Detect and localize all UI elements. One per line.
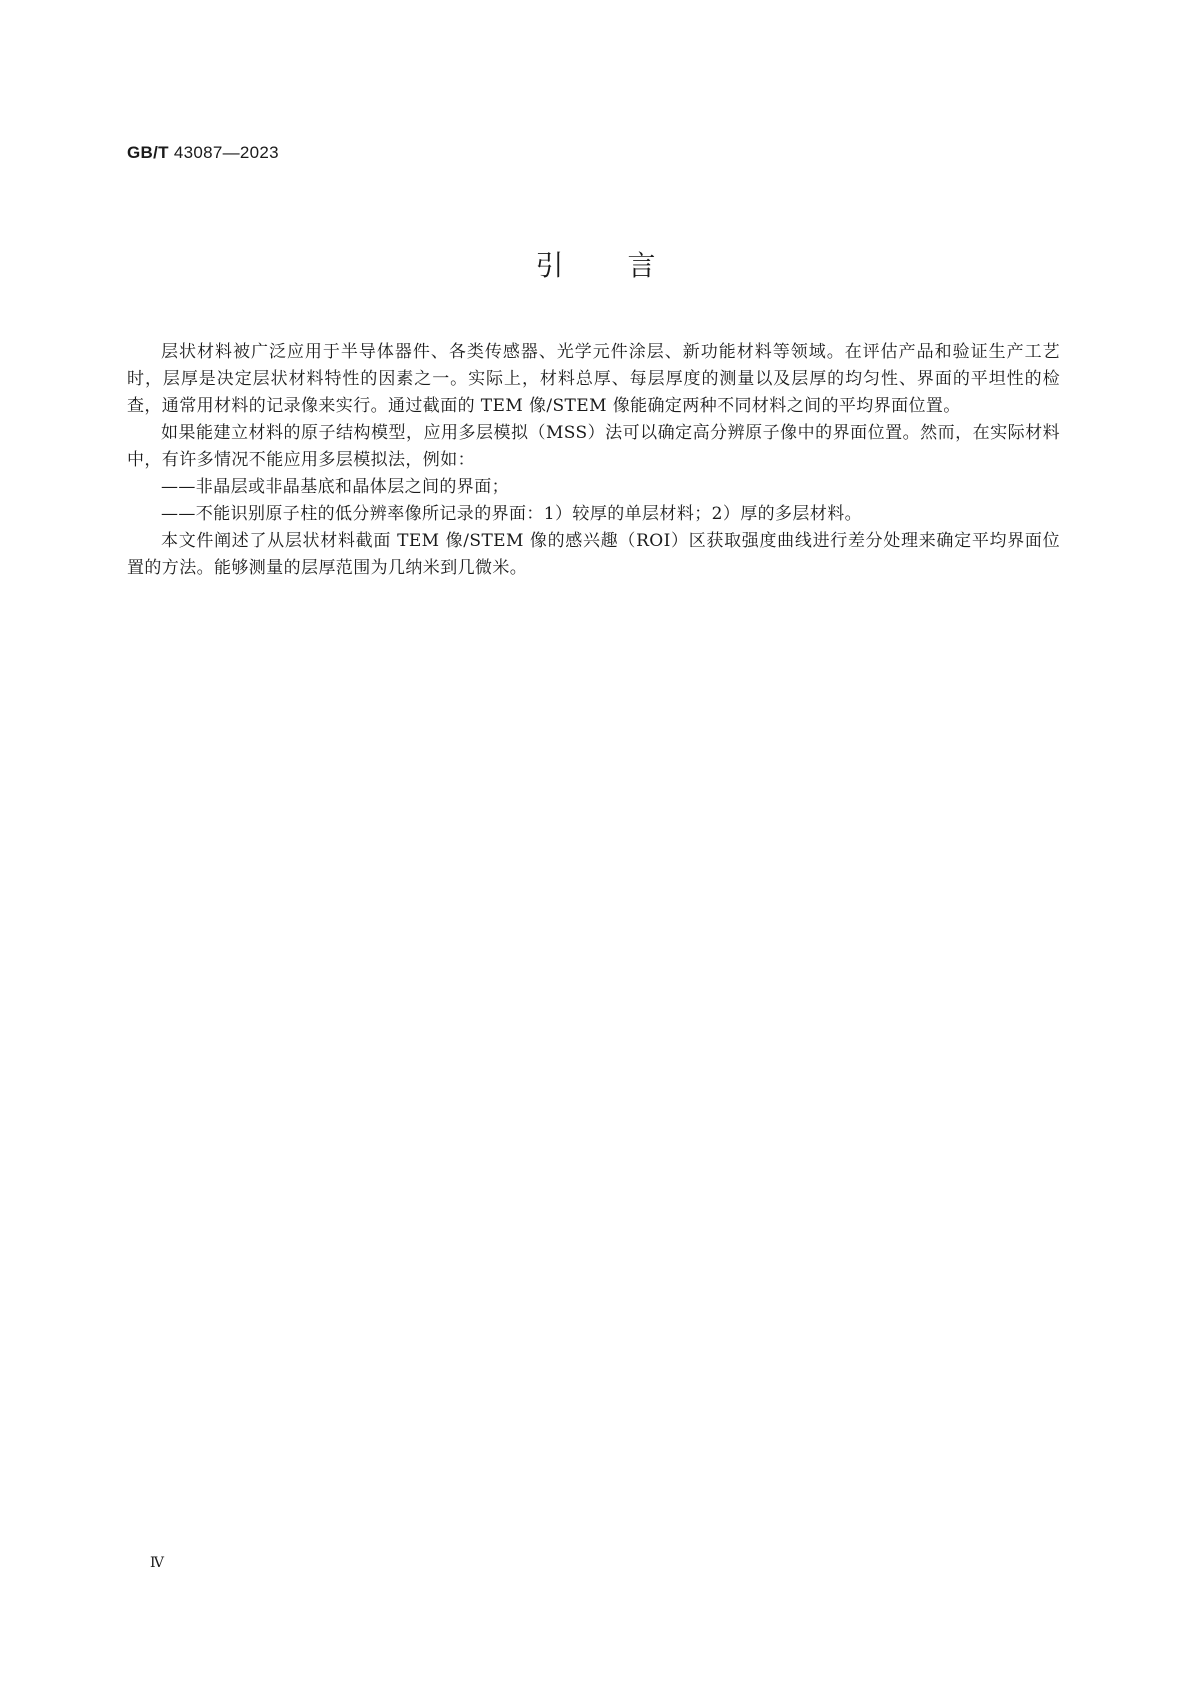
standard-number: 43087—2023	[173, 143, 279, 162]
section-title: 引言	[535, 249, 720, 282]
paragraph: 本文件阐述了从层状材料截面 TEM 像/STEM 像的感兴趣（ROI）区获取强度曲线进行差分处理来确定平均界面位置的方法。能够测量的层厚范围为几纳米到几微米。	[127, 531, 1060, 578]
standard-prefix: GB/T	[127, 143, 169, 162]
list-item: ——不能识别原子柱的低分辨率像所记录的界面：1）较厚的单层材料；2）厚的多层材料。	[161, 504, 863, 524]
paragraph: 如果能建立材料的原子结构模型，应用多层模拟（MSS）法可以确定高分辨原子像中的界面位置。然而，在实际材料中，有许多情况不能应用多层模拟法，例如：	[127, 423, 1060, 470]
standard-code	[127, 143, 279, 163]
paragraph: 层状材料被广泛应用于半导体器件、各类传感器、光学元件涂层、新功能材料等领域。在评估产品和验证生产工艺时，层厚是决定层状材料特性的因素之一。实际上，材料总厚、每层厚度的测量以及层厚的均匀性、界面的平坦性的检查，通常用材料的记录像来实行。通过截面的 TEM 像/STEM 像能确定两种不同材料之间的平均界面位置。	[127, 342, 1060, 416]
page-number: Ⅳ	[150, 1555, 164, 1571]
introduction-body	[127, 339, 1060, 582]
list-item: ——非晶层或非晶基底和晶体层之间的界面；	[161, 477, 509, 497]
